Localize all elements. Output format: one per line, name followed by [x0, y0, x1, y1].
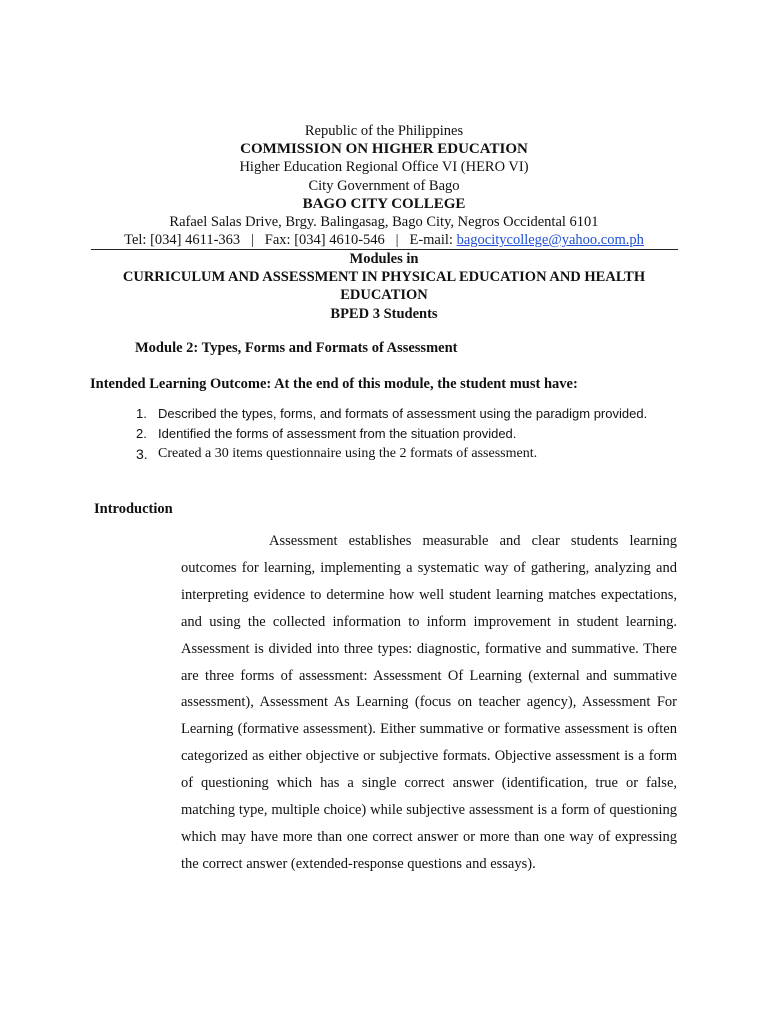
outcome-item: [136, 444, 696, 464]
course-title-line2: EDUCATION: [340, 287, 428, 304]
republic-line: Republic of the Philippines: [304, 123, 464, 139]
city-government-line: City Government of Bago: [308, 177, 460, 194]
outcomes-list: [136, 404, 696, 464]
introduction-text: Assessment establishes measurable and clear students learning outcomes for learning, implementing a systematic way of gathering, analyzing and interpreting evidence to determine how well student learning matches expectations, and using the collected information to inform improvement in student learning. Assessment is divided into three types: diagnostic, formative and summative. There are three forms of assessment: Assessment Of Learning (external and summative assessment), Assessment As Learning (focus on teacher agency), Assessment For Learning (formative assessment). Either summative or formative assessment is often categorized as either objective or subjective formats. Objective assessment is a form of questioning which has a single correct answer (identification, true or false, matching type, multiple choice) while subjective assessment is a form of questioning which may have more than one correct answer or more than one way of expressing the correct answer (extended-response questions and essays).: [181, 533, 677, 872]
outcome-number: 3.: [136, 446, 148, 462]
letterhead: [0, 122, 768, 231]
outcome-text: Created a 30 items questionnaire using the 2 formats of assessment.: [158, 446, 538, 461]
introduction-heading: Introduction: [94, 501, 173, 517]
ched-line: COMMISSION ON HIGHER EDUCATION: [240, 141, 528, 158]
contact-phone-fax: Tel: [034] 4611-363 | Fax: [034] 4610-546 | E-mail:: [124, 232, 457, 248]
outcome-item: [136, 424, 696, 444]
address-line: Rafael Salas Drive, Brgy. Balingasag, Bago City, Negros Occidental 6101: [169, 214, 599, 231]
college-name: BAGO CITY COLLEGE: [302, 195, 466, 212]
modules-in-line: Modules in: [349, 251, 419, 267]
module-title: Module 2: Types, Forms and Formats of Assessment: [135, 340, 458, 356]
modules-heading: [0, 250, 768, 323]
outcome-number: 1.: [136, 406, 147, 421]
introduction-body: [181, 528, 677, 878]
audience-line: BPED 3 Students: [330, 305, 438, 322]
email-link[interactable]: bagocitycollege@yahoo.com.ph: [456, 232, 644, 248]
outcome-text: Described the types, forms, and formats of assessment using the paradigm provided.: [158, 406, 648, 421]
outcome-number: 2.: [136, 426, 147, 441]
hero-line: Higher Education Regional Office VI (HERO VI): [239, 159, 529, 176]
outcome-text: Identified the forms of assessment from the situation provided.: [158, 426, 517, 441]
ilo-heading: Intended Learning Outcome: At the end of this module, the student must have:: [90, 376, 578, 392]
outcome-item: [136, 404, 696, 424]
course-title-line1: CURRICULUM AND ASSESSMENT IN PHYSICAL EDUCATION AND HEALTH: [122, 269, 646, 286]
contact-line: [0, 231, 768, 249]
